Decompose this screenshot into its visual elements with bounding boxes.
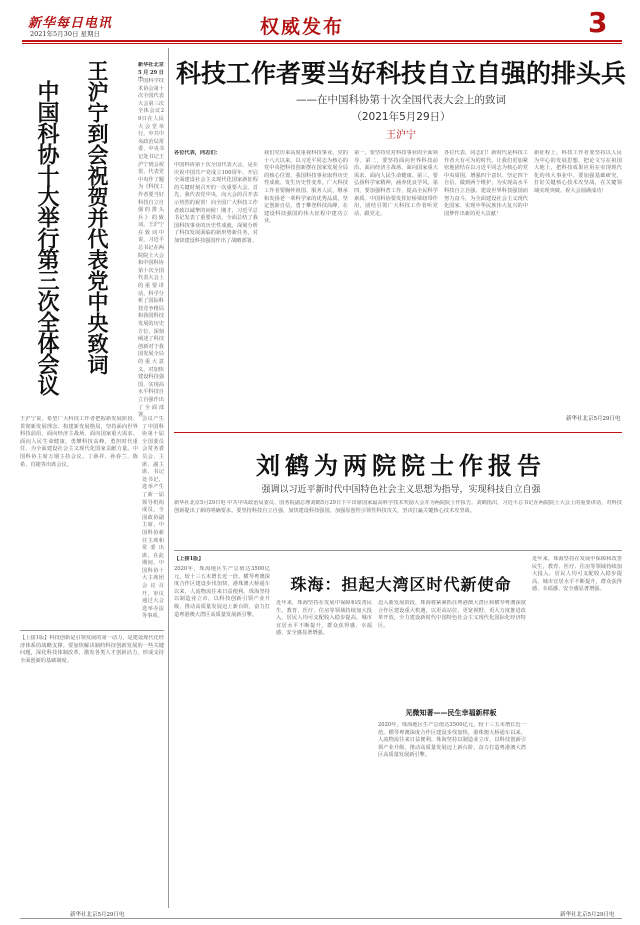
main-headline: 科技工作者要当好科技自立自强的排头兵 (176, 59, 627, 88)
main-col3: 第一，要坚持党对科技事业的全面领导。第二，要坚持面向世界科技前沿、面向经济主战场、面向国家重大需求、面向人民生命健康。第三，要弘扬科学家精神，涵养优良学风。第四，要加强科普工作，提高全民科学素质。中国科协要发挥好桥梁纽带作用，团结引领广大科技工作者听党话、跟党走。 (354, 150, 438, 217)
third-col2: 近年来，珠海坚持在发展中保障和改善民生，教育、医疗、住房等领域持续加大投入，居民人均可支配收入稳步提高，城市宜居水平不断提升，群众获得感、幸福感、安全感显著增强。 (276, 600, 372, 637)
third-headline: 珠海：担起大湾区时代新使命 (290, 575, 512, 594)
left-headline-col1: 王沪宁到会祝贺并代表党中央致词 (85, 60, 110, 375)
third-lead-label: 【上接1版】 (174, 556, 204, 562)
third-body: 2020年，珠海地区生产总值达3500亿元，较十三五末增长近一倍。横琴粤澳深度合作区建设步伐加快，港珠澳大桥通车以来，人流物流往来日益便利。珠海坚持以制造业立市，以科技创新引领产业升级，推动高质量发展迈上新台阶，奋力打造粤港澳大湾区高质量发展新引擎。 (174, 566, 270, 618)
third-credit: 新华社北京5月29日电 (560, 912, 615, 918)
left-story (20, 50, 138, 470)
third-col5: 近年来，珠海坚持在发展中保障和改善民生，教育、医疗、住房等领域持续加大投入，居民人均可支配收入稳步提高，城市宜居水平不断提升，群众获得感、幸福感、安全感显著增强。 (532, 556, 622, 593)
main-col5: 新征程上，科技工作者要坚持以人民为中心的发展思想，把论文写在祖国大地上，把科技成果应用在实现现代化的伟大事业中。要加强基础研究，打好关键核心技术攻坚战，在关键领域实现突破。祝大会圆满成功！ (534, 150, 622, 194)
main-subtitle: ——在中国科协第十次全国代表大会上的致词 (296, 94, 506, 106)
issue-date: 2021年5月30日 星期日 (30, 30, 101, 38)
third-subhead: 见微知著——民生幸福新样板 (405, 709, 497, 717)
main-author: 王沪宁 (386, 130, 416, 141)
third-col4: 2020年，珠海地区生产总值达3500亿元，较十三五末增长近一倍。横琴粤澳深度合作区建设步伐加快，港珠澳大桥通车以来，人流物流往来日益便利。珠海坚持以制造业立市，以科技创新引领产业升级，推动高质量发展迈上新台阶，奋力打造粤港澳大湾区高质量发展新引擎。 (378, 722, 526, 759)
second-headline: 刘鹤为两院院士作报告 (256, 451, 546, 480)
main-date: （2021年5月29日） (351, 111, 451, 123)
page-number: 3 (588, 6, 608, 39)
second-body: 新华社北京5月29日电 中共中央政治局委员、国务院副总理刘鹤5月29日下午出席国家最高科学技术奖励大会并为两院院士作报告。刘鹤指出，习近平总书记在两院院士大会上的重要讲话，对科技创新提出了新的明确要求。要坚持科技自立自强，加快建设科技强国，加强原创性引领性科技攻关，坚决打赢关键核心技术攻坚战。 (174, 500, 622, 514)
left-info-box: 【上接1版】科技创新是引领发展的第一动力，是建设现代化经济体系的战略支撑。要加快解决制约科技创新发展的一些关键问题，深化科技体制改革，激发各类人才创新活力，形成支持全面创新的基础制度。 (20, 635, 164, 664)
second-subtitle: 强调以习近平新时代中国特色社会主义思想为指导，实现科技自立自强 (261, 485, 541, 495)
left-body-bottom: 王沪宁说，希望广大科技工作者把握新发展阶段、贯彻新发展理念、构建新发展格局，坚持面向世界科技前沿、面向经济主战场、面向国家重大需求、面向人民生命健康，勇攀科技高峰，勇担时代重任，为全面建设社会主义现代化国家贡献力量。中国科协主席万钢主持会议。丁薛祥、孙春兰、陈希、肖捷等出席会议。 (20, 416, 138, 468)
main-salutation: 各位代表，同志们： (174, 150, 221, 156)
left-dateline: 新华社北京5月29日 (138, 62, 164, 76)
main-col2: 我们党历来高度重视科技事业。党的十八大以来，以习近平同志为核心的党中央把科技创新摆在国家发展全局的核心位置，我国科技事业取得历史性成就、发生历史性变革。广大科技工作者要胸怀祖国、服务人民，继承和发扬老一辈科学家的优秀品质，坚定创新自信，勇于攀登科技高峰，在建设科技强国的伟大征程中建功立业。 (264, 150, 348, 225)
main-credit: 新华社北京5月29日电 (566, 416, 621, 422)
left-credit: 新华社北京5月29日电 (70, 912, 125, 918)
main-col4: 各位代表，同志们！新时代是科技工作者大有可为的时代。让我们更加紧密地团结在以习近平同志为核心的党中央周围，增强四个意识、坚定四个自信、做到两个维护，为实现高水平科技自立自强、建设世界科技强国而努力奋斗，为全面建设社会主义现代化国家、实现中华民族伟大复兴的中国梦作出新的更大贡献！ (444, 150, 528, 217)
third-col3: 迈入新发展阶段，珠海将紧紧抓住粤港澳大湾区和横琴粤澳深度合作区建设重大机遇，以更高站位、更宽视野、更大力度推进改革开放，全力建设新时代中国特色社会主义现代化国际化经济特区。 (378, 600, 526, 629)
left-headline-col2: 中国科协十大举行第三次全体会议 (34, 80, 60, 395)
newspaper-logo: 新华每日电讯 (28, 16, 113, 31)
left-body-top: 中国科学技术协会第十次全国代表大会第三次全体会议29日在人民大会堂举行。中共中央政治局常委、中央书记处书记王沪宁到会祝贺，代表党中央作了题为《科技工作者要当好科技自立自强的排头兵》的致词。王沪宁在致词中说，习近平总书记在两院院士大会和中国科协第十次全国代表大会上的重要讲话，科学分析了国际科技竞争格局和我国科技发展的历史方位，深刻阐述了科技创新对于我国发展全局的重大意义，对加快建设科技强国、实现高水平科技自立自强作出了全面部署。 (138, 78, 164, 418)
section-title: 权威发布 (260, 16, 345, 38)
left-side-col: 会议产生了中国科协第十届全国委员会常务委员会、主席、副主席、书记处书记，选举产生了新一届领导机构成员。全国政协副主席、中国科协新任主席和常委出席。在此期间，中国科协十大主席团会议召开，审议通过大会选举办法等事项。 (142, 416, 164, 620)
main-col1: 中国科协第十次全国代表大会，是在庆祝中国共产党成立100周年、开启全面建设社会主义现代化国家新征程的关键时刻召开的一次重要大会。首先，我代表党中央，向大会的召开表示热烈的祝贺！向全国广大科技工作者致以诚挚的问候！刚才，习近平总书记发表了重要讲话，全面总结了我国科技事业的历史性成就，深刻分析了科技发展面临的新形势新任务，对加快建设科技强国作出了战略部署。 (174, 162, 258, 244)
masthead (0, 0, 640, 44)
